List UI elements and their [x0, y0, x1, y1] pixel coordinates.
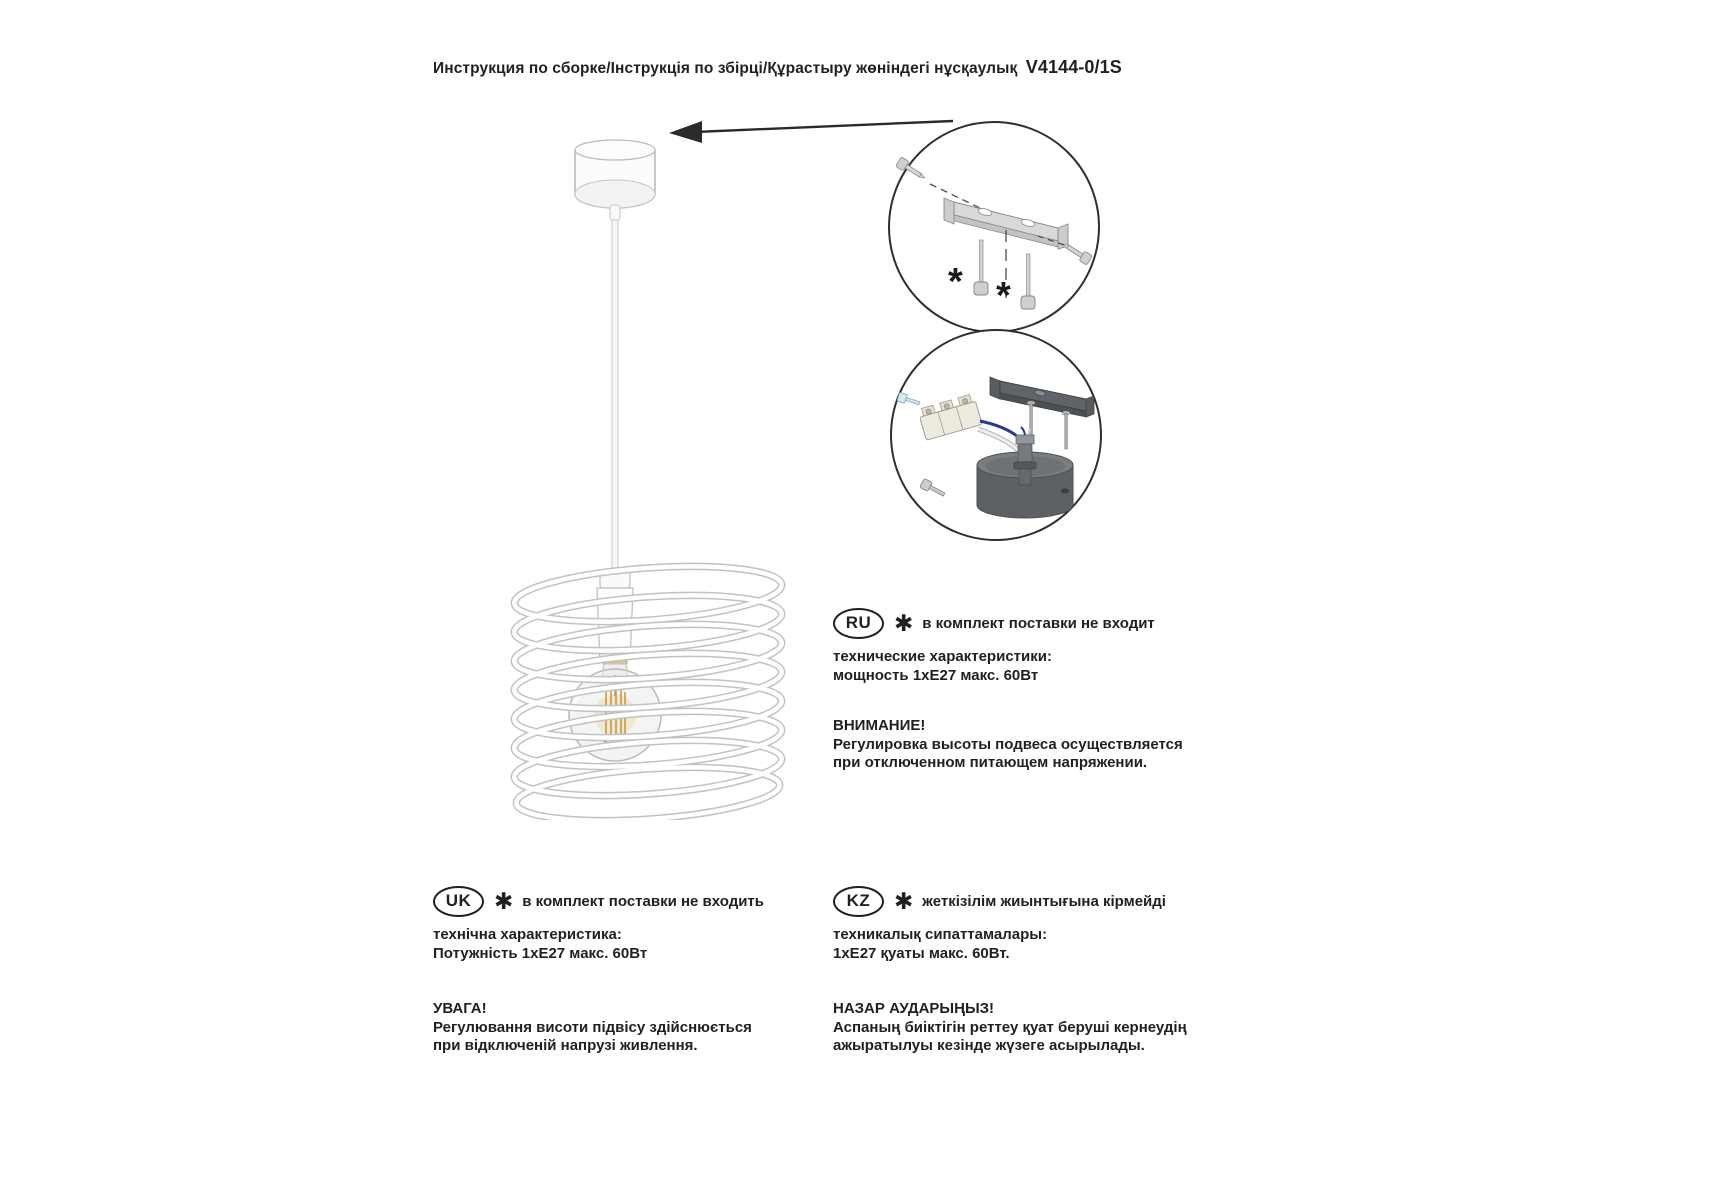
uk-specs-title: технічна характеристика: [433, 926, 622, 943]
ru-specs [833, 647, 1155, 685]
uk-specs-value: Потужність 1хЕ27 макс. 60Вт [433, 945, 648, 962]
ru-note-row [833, 608, 1155, 638]
canopy-side-hole [1061, 489, 1069, 494]
asterisk-marker-icon: ✱ [494, 887, 514, 914]
canopy-wiring-detail-figure [880, 323, 1114, 553]
asterisk-marker-icon: ✱ [894, 887, 914, 914]
ru-warning-line2: при отключенном питающем напряжении. [833, 754, 1148, 771]
uk-note-text: в комплект поставки не входить [522, 892, 765, 910]
ru-specs-value: мощность 1хЕ27 макс. 60Вт [833, 667, 1039, 684]
kz-specs-title: техникалық сипаттамалары: [833, 926, 1048, 943]
uk-language-badge: UK [433, 886, 484, 917]
kz-warning-line1: Аспаның биіктігін реттеу қуат беруші кернеудің [833, 1018, 1187, 1036]
uk-warning-line2: при відключеній напрузі живлення. [433, 1037, 698, 1054]
asterisk-marker-icon: ✱ [894, 609, 914, 636]
uk-warning-title: УВАГА! [433, 1000, 487, 1017]
kz-specs [833, 925, 1166, 963]
ru-language-badge: RU [833, 608, 884, 639]
title-text: Инструкция по сборке/Інструкція по збірці/Құрастыру жөніндегі нұсқаулық [433, 60, 1018, 77]
kz-warning-line2: ажыратылуы кезінде жүзеге асырылады. [833, 1037, 1145, 1054]
kz-note-text: жеткізілім жиынтығына кірмейді [922, 892, 1166, 910]
not-included-asterisk: * [948, 261, 963, 303]
kz-warning [833, 1000, 1187, 1056]
kz-specs-value: 1хЕ27 қуаты макс. 60Вт. [833, 945, 1010, 962]
uk-warning-line1: Регулювання висоти підвісу здійснюється [433, 1018, 752, 1036]
kz-warning-title: НАЗАР АУДАРЫҢЫЗ! [833, 1000, 995, 1017]
mounting-bracket-detail-figure [878, 112, 1110, 344]
uk-warning [433, 1000, 752, 1056]
ru-specs-title: технические характеристики: [833, 648, 1052, 665]
section-uk [433, 886, 764, 963]
pendant-cord [612, 204, 618, 584]
ru-warning-title: ВНИМАНИЕ! [833, 717, 926, 734]
pendant-lamp-illustration [470, 100, 820, 820]
not-included-asterisk: * [996, 275, 1011, 317]
uk-specs [433, 925, 764, 963]
ceiling-canopy [575, 140, 655, 220]
uk-note-row [433, 886, 764, 916]
page-title [433, 57, 1122, 78]
ru-warning-line1: Регулировка высоты подвеса осуществляется [833, 735, 1183, 753]
model-number: V4144-0/1S [1025, 57, 1122, 77]
kz-note-row [833, 886, 1166, 916]
kz-language-badge: KZ [833, 886, 884, 917]
ru-warning [833, 717, 1183, 773]
section-ru [833, 608, 1155, 685]
section-kz [833, 886, 1166, 963]
ru-note-text: в комплект поставки не входит [922, 614, 1155, 632]
cord-grip [610, 205, 620, 220]
